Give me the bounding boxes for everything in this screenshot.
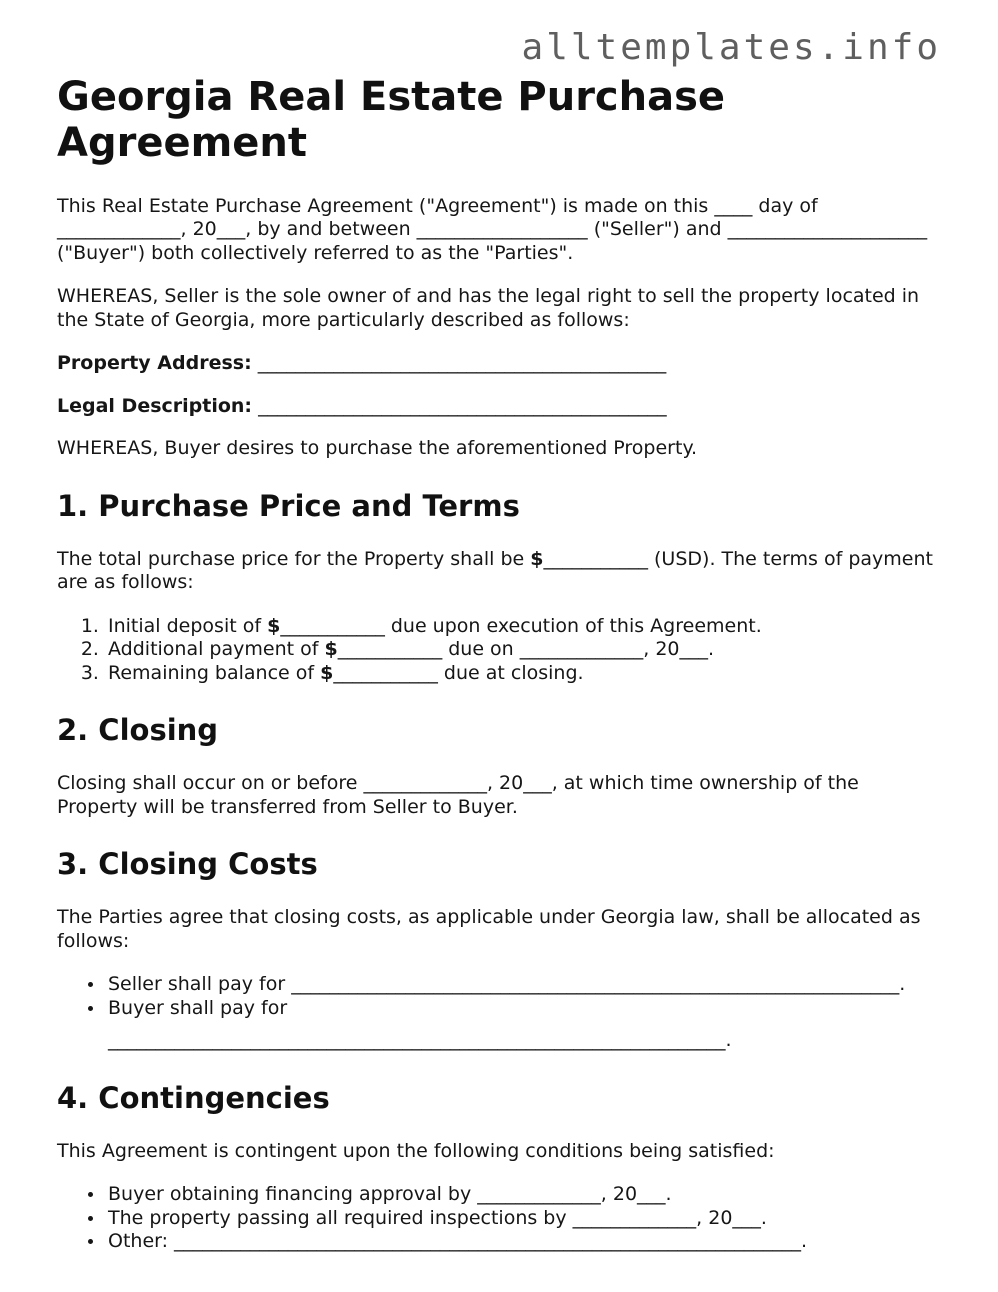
purchase-price-text-pre: The total purchase price for the Property shall be [57,547,531,570]
closing-costs-paragraph: The Parties agree that closing costs, as applicable under Georgia law, shall be allocated as follows: [57,906,921,952]
list-item-inspections: • The property passing all required inspections by _____________, 20___. [105,1207,941,1231]
item-text: due upon execution of this Agreement. [384,614,762,637]
section-closing [57,713,941,819]
item-text: due at closing. [437,661,584,684]
list-item-other: • Other: __________________________________________________________________. [105,1230,941,1254]
item-text: Seller shall pay for [108,973,292,996]
dollar-sign: $ [324,638,338,661]
dollar-sign: $ [267,614,281,637]
whereas-seller-paragraph: WHEREAS, Seller is the sole owner of and has the legal right to sell the property located in the State of Georgia, more particularly described as follows: [57,285,920,331]
section-heading-closing: 2. Closing [57,713,219,748]
list-item-seller-pays [105,973,941,997]
deposit-blank: ___________ [280,614,385,637]
item-text: . [725,1029,732,1052]
dollar-sign: $ [530,547,544,570]
additional-payment-blank: ___________ [337,638,443,661]
item-text: Additional payment of [108,638,325,661]
watermark: alltemplates.info [521,27,941,68]
item-text: due on _____________, 20___. [442,638,715,661]
legal-description-label: Legal Description: [57,394,253,417]
seller-pays-blank: ________________________________________________________________ [291,973,900,996]
item-text: Initial deposit of [108,614,268,637]
section-closing-costs [57,847,941,1053]
section-heading-contingencies: 4. Contingencies [57,1080,330,1115]
purchase-price-text-post: (USD). The terms of payment are as follows: [57,547,933,594]
page-title: Georgia Real Estate Purchase Agreement [57,74,726,167]
closing-paragraph: Closing shall occur on or before _____________, 20___, at which time ownership of the Property will be transferred from Seller to Buyer. [57,772,859,818]
item-text: . [899,973,906,996]
payment-terms-list [57,615,941,686]
property-address-blank: ___________________________________________ [257,352,667,375]
legal-description-blank: ___________________________________________ [258,394,667,417]
list-item-financing-approval: • Buyer obtaining financing approval by _____________, 20___. [105,1183,941,1207]
property-address-line [57,352,941,376]
item-text: Buyer shall pay for [108,996,288,1019]
dollar-sign: $ [320,661,334,684]
closing-costs-list [57,973,941,1053]
list-item-buyer-pays [105,997,941,1053]
intro-paragraph: This Real Estate Purchase Agreement ("Agreement") is made on this ____ day of _____________, 20___, by and between __________________ ("Seller") and _____________________ ("Buyer") both collectively referred to as the "Parties". [57,194,928,264]
list-item-additional-payment [105,638,941,662]
whereas-buyer-paragraph: WHEREAS, Buyer desires to purchase the aforementioned Property. [57,437,698,460]
property-address-label: Property Address: [57,352,252,375]
section-purchase-price [57,489,941,686]
section-contingencies [57,1081,941,1254]
section-heading-purchase-price: 1. Purchase Price and Terms [57,488,520,523]
legal-description-line [57,395,941,419]
remaining-balance-blank: ___________ [333,661,438,684]
list-item-remaining-balance [105,662,941,686]
list-item-initial-deposit [105,615,941,639]
contingencies-list [57,1183,941,1254]
item-text: Remaining balance of [108,661,321,684]
purchase-price-paragraph [57,548,941,595]
contingencies-paragraph: This Agreement is contingent upon the following conditions being satisfied: [57,1139,775,1162]
buyer-pays-blank: _________________________________________________________________ [108,1029,726,1052]
section-heading-closing-costs: 3. Closing Costs [57,847,318,882]
purchase-price-blank: ___________ [543,547,648,570]
